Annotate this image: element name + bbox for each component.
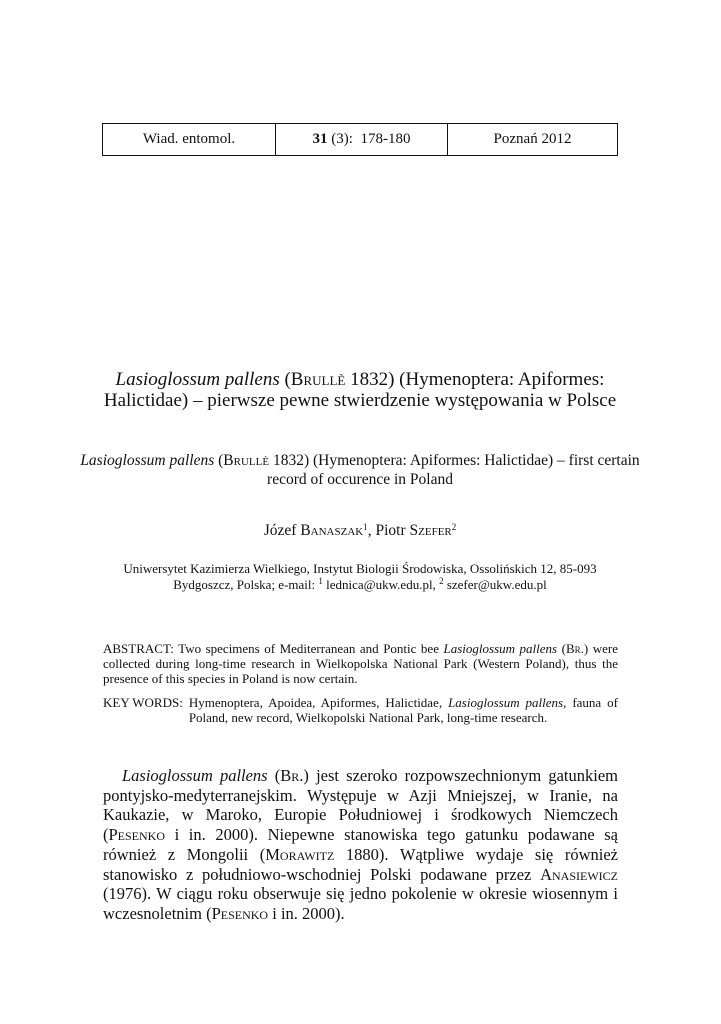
title-paren: (: [279, 369, 291, 390]
author-separator: , Piotr: [367, 522, 410, 539]
subtitle-rest: 1832) (Hymenoptera: Apiformes: Halictidae) – first certain record of occurence in Poland: [267, 452, 640, 488]
title-rest: 1832) (Hymenoptera: Apiformes: Halictidae) – pierwsze pewne stwierdzenie występowania w Polsce: [103, 369, 617, 411]
author1-first: Józef: [263, 522, 301, 539]
citation-pesenko-1: Pesenko: [108, 825, 166, 845]
affiliation-line2: [90, 577, 630, 593]
body-species: Lasioglossum pallens: [122, 766, 268, 785]
subtitle-species: Lasioglossum pallens: [80, 452, 215, 469]
journal-header-table: [102, 123, 618, 156]
abstract-label: ABSTRACT:: [103, 641, 174, 656]
subtitle-paren: (: [214, 452, 224, 469]
abstract-text-b: (: [557, 641, 566, 656]
keywords-text: [189, 695, 618, 725]
title-author: Brullè: [290, 369, 346, 390]
email1: lednica@ukw.edu.pl,: [322, 577, 440, 592]
body-t5: (1976). W ciągu roku obserwuje się jedno pokolenie w okresie wiosennym i wczesnoletnim (: [103, 884, 618, 923]
body-t4: 1880). Wątpliwe wydaje się również stanowisko z południowo-wschodniej Polski podawane przez: [103, 844, 618, 884]
abstract-text-c: ) were collected during long-time research in Wielkopolska National Park (Western Poland), thus the presence of this species in Poland is now certain.: [103, 641, 618, 686]
keywords-text-a: Hymenoptera, Apoidea, Apiformes, Halictidae,: [188, 695, 449, 710]
article-title: [80, 369, 640, 411]
title-species: Lasioglossum pallens: [115, 369, 280, 390]
body-paragraph: [103, 766, 618, 924]
article-subtitle: [80, 451, 640, 489]
keywords-text-b: , fauna of Poland, new record, Wielkopolski National Park, long-time research.: [188, 695, 618, 725]
citation-pesenko-2: Pesenko: [211, 903, 269, 923]
author1-last: Banaszak: [300, 522, 364, 539]
issue-pages: (3): 178-180: [327, 131, 411, 147]
author2-sup: 2: [451, 522, 457, 532]
citation-morawitz: Morawitz: [265, 844, 335, 864]
subtitle-author: Brullè: [223, 452, 270, 469]
abstract-abbr: Br.: [565, 641, 584, 656]
citation-anasiewicz: Anasiewicz: [540, 864, 618, 884]
body-t6: i in. 2000).: [268, 903, 345, 923]
affiliation: [90, 561, 630, 593]
email2: szefer@ukw.edu.pl: [443, 577, 547, 592]
email2-sup: 2: [439, 576, 444, 586]
place-year: Poznań 2012: [493, 131, 572, 147]
affiliation-line1: Uniwersytet Kazimierza Wielkiego, Instytut Biologii Środowiska, Ossolińskich 12, 85-093: [123, 561, 597, 576]
body-t3: i in. 2000). Niepewne stanowiska tego gatunku podawane są również z Mongolii (: [103, 825, 618, 864]
body-t2: ) jest szeroko rozpowszechnionym gatunkiem pontyjsko-medyterranejskim. Występuje w Azji Mniejszej, w Iranie, na Kaukazie, w Maroko, Europie Południowej i środkowych Niemczech (: [103, 766, 619, 845]
keywords: [103, 695, 618, 725]
body-t1: (: [267, 766, 281, 785]
place-year-cell: [448, 124, 617, 155]
journal-name: Wiad. entomol.: [142, 131, 236, 147]
affiliation-prefix: Bydgoszcz, Polska; e-mail:: [173, 577, 319, 592]
author2-last: Szefer: [409, 522, 452, 539]
body-br: Br.: [280, 766, 304, 785]
keywords-label: KEY WORDS:: [103, 695, 183, 710]
volume-cell: [276, 124, 448, 155]
email1-sup: 1: [318, 576, 323, 586]
volume-number: 31: [312, 131, 328, 147]
journal-name-cell: [103, 124, 276, 155]
abstract-species: Lasioglossum pallens: [443, 641, 558, 656]
authors-line: [80, 521, 640, 540]
author1-sup: 1: [363, 522, 368, 532]
abstract-text-a: Two specimens of Mediterranean and Pontic bee: [173, 641, 444, 656]
abstract: [103, 641, 618, 686]
keywords-species: Lasioglossum pallens: [448, 695, 564, 710]
